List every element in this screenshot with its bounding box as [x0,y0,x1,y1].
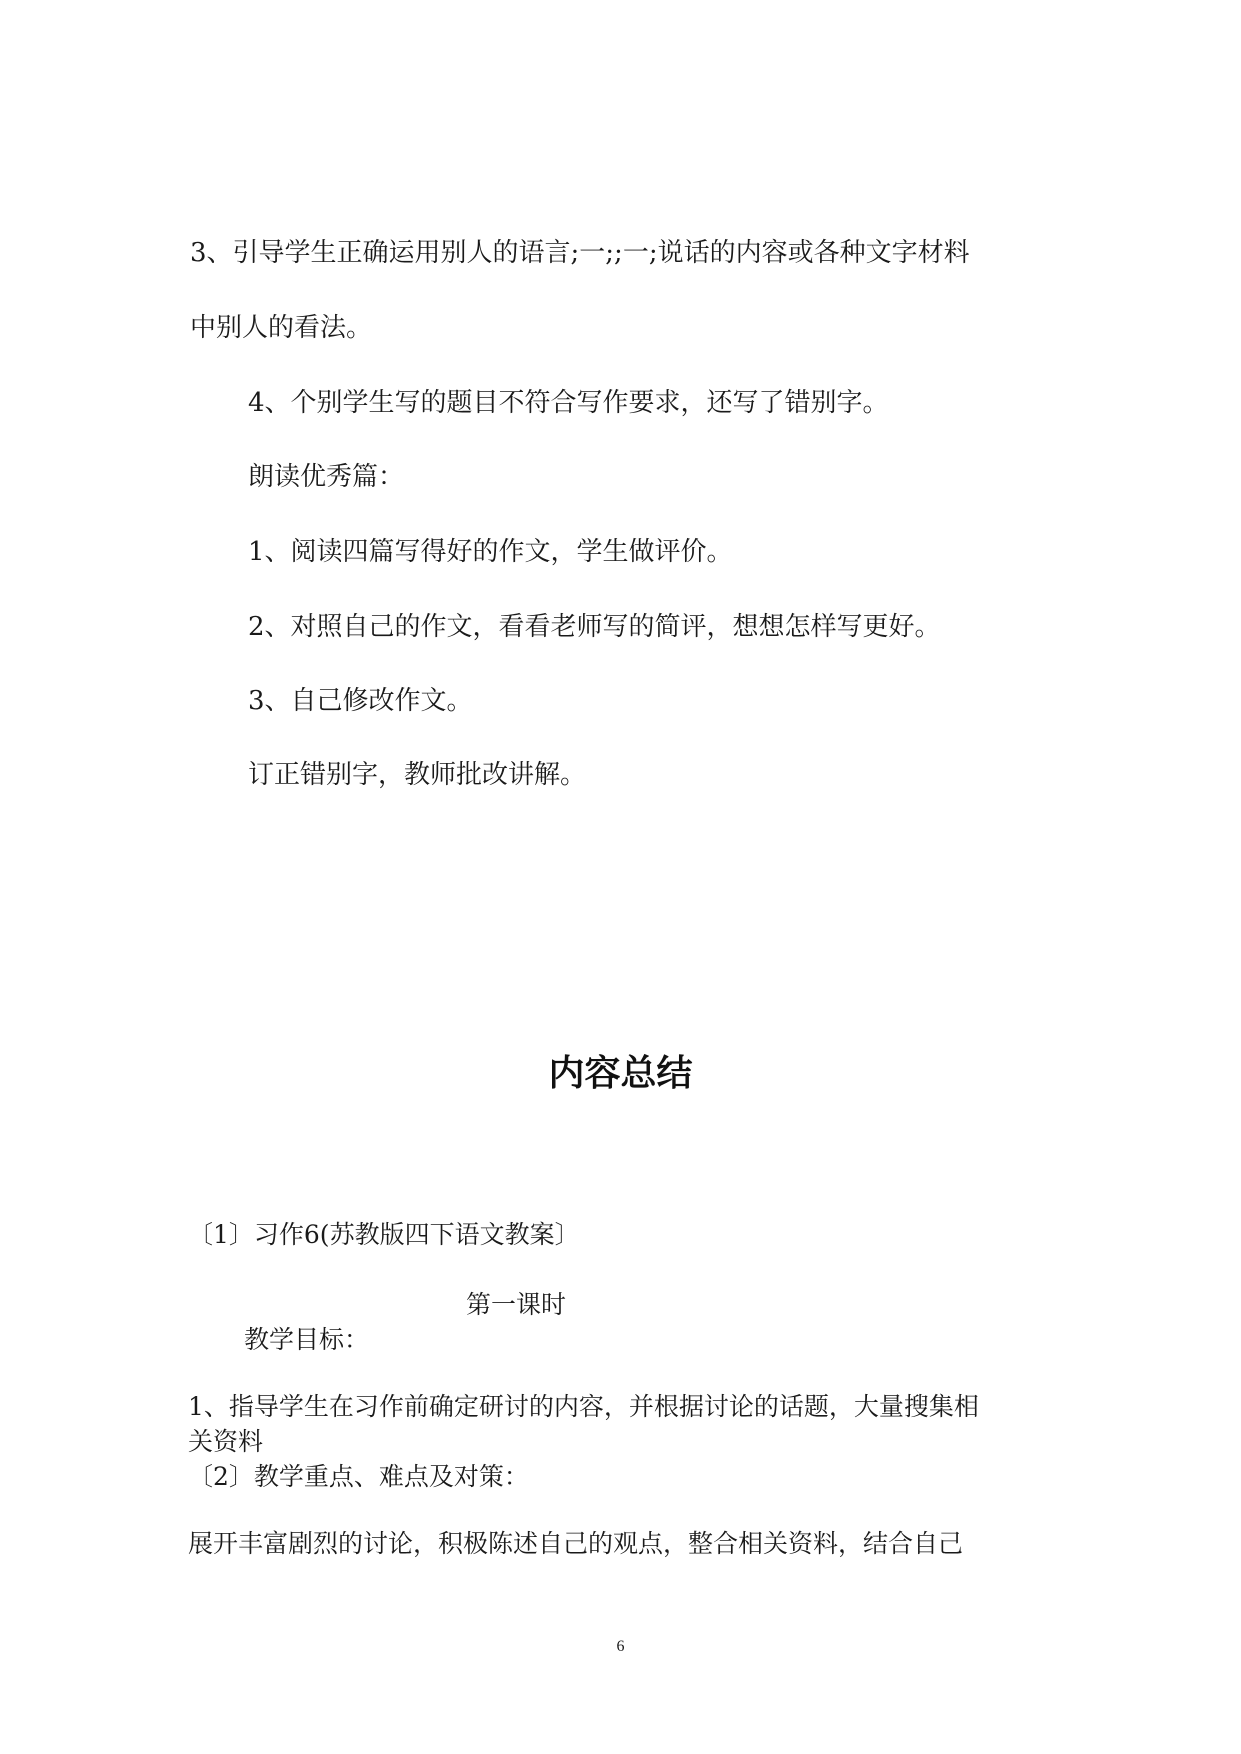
body-paragraph-line: 2、对照自己的作文，看看老师写的简评，想想怎样写更好。 [248,612,941,642]
body-paragraph-line: 3、引导学生正确运用别人的语言;一;;一;说话的内容或各种文字材料 [190,238,970,268]
body-paragraph-line: 1、阅读四篇写得好的作文，学生做评价。 [248,537,733,567]
page-number: 6 [616,1638,625,1655]
body-paragraph-line: 3、自己修改作文。 [248,686,473,716]
summary-line: 第一课时 [466,1290,567,1319]
subheading-line: 朗读优秀篇： [248,462,405,492]
summary-line: 教学目标： [244,1325,370,1354]
summary-line: 1、指导学生在习作前确定研讨的内容，并根据讨论的话题，大量搜集相 [188,1392,979,1421]
body-paragraph-line: 中别人的看法。 [190,313,373,343]
summary-heading: 内容总结 [548,1053,693,1094]
body-paragraph-line: 订正错别字，教师批改讲解。 [248,760,587,790]
summary-line: 〔1〕习作6(苏教版四下语文教案〕 [188,1220,580,1249]
summary-line: 〔2〕教学重点、难点及对策： [188,1462,529,1491]
summary-line: 关资料 [188,1427,264,1456]
body-paragraph-line: 4、个别学生写的题目不符合写作要求，还写了错别字。 [248,388,889,418]
summary-line: 展开丰富剧烈的讨论，积极陈述自己的观点，整合相关资料，结合自己 [188,1529,964,1558]
